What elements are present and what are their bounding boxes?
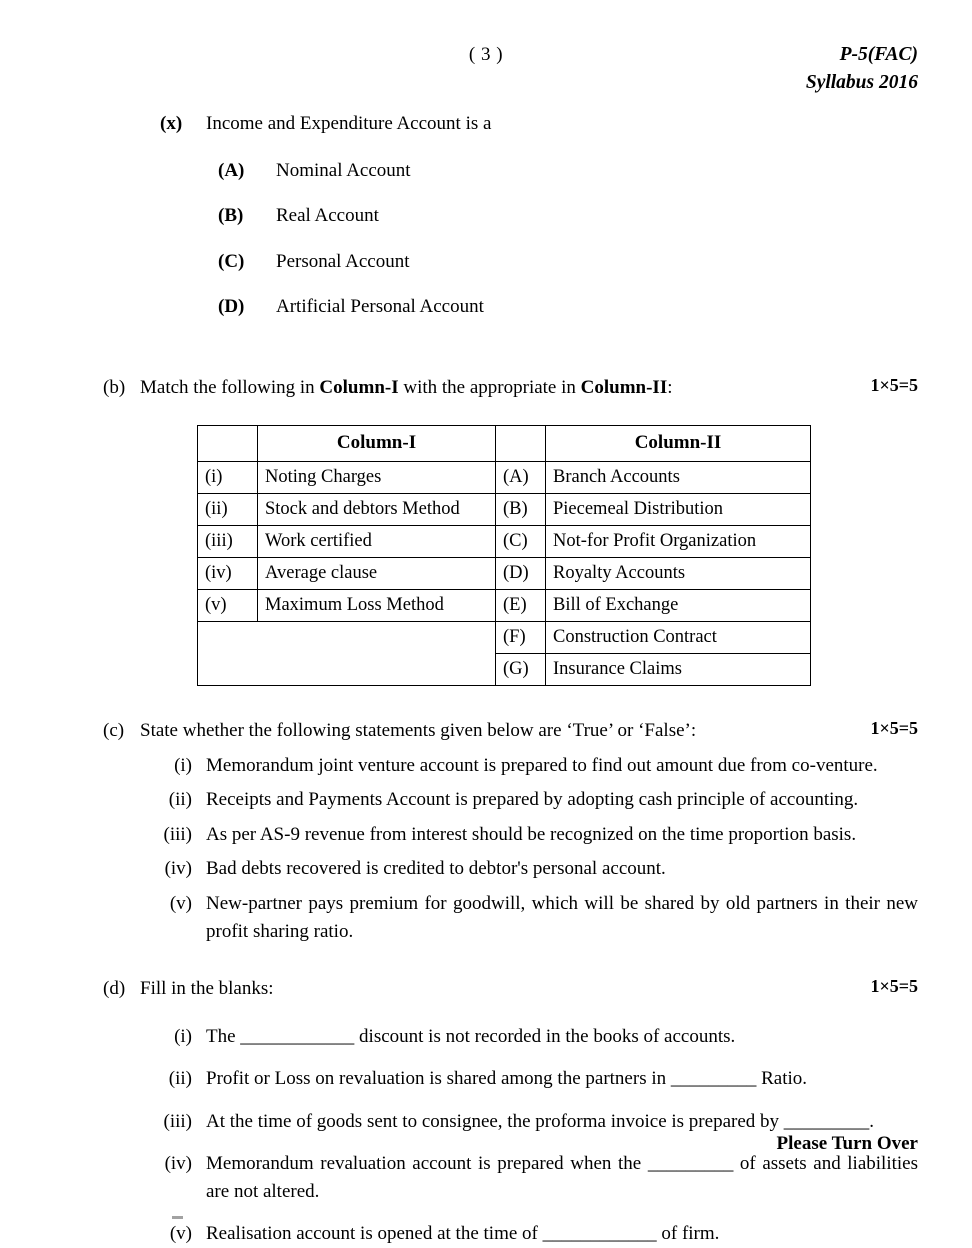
part-c-item-v-marker: (v) bbox=[169, 893, 192, 915]
part-b-marker: (b) bbox=[103, 376, 126, 398]
part-c-item-iv-text: Bad debts recovered is credited to debtor's personal account. bbox=[206, 858, 666, 880]
question-x-text: Income and Expenditure Account is a bbox=[206, 113, 492, 134]
left-num-2: (ii) bbox=[198, 494, 258, 526]
table-row bbox=[198, 622, 811, 654]
left-num-1: (i) bbox=[198, 462, 258, 494]
left-text-2: Stock and debtors Method bbox=[258, 494, 496, 526]
part-b-prompt-pre: Match the following in bbox=[140, 376, 320, 398]
part-c-item-iv-marker: (iv) bbox=[164, 858, 192, 880]
part-b-marks: 1×5=5 bbox=[870, 374, 918, 395]
part-d-item-iii-marker: (iii) bbox=[163, 1110, 192, 1132]
table-row bbox=[198, 494, 811, 526]
left-text-4: Average clause bbox=[258, 558, 496, 590]
part-d-item-v-marker: (v) bbox=[169, 1223, 192, 1245]
left-text-5: Maximum Loss Method bbox=[258, 590, 496, 622]
part-c-item-iv bbox=[148, 855, 918, 883]
part-d-marks: 1×5=5 bbox=[870, 976, 918, 997]
option-d-marker: (D) bbox=[218, 296, 245, 318]
part-d-item-iii-text: At the time of goods sent to consignee, the proforma invoice is prepared by _________. bbox=[206, 1110, 875, 1132]
left-num-3: (iii) bbox=[198, 526, 258, 558]
left-num-5: (v) bbox=[198, 590, 258, 622]
right-letter-3: (C) bbox=[496, 526, 546, 558]
part-d-marker: (d) bbox=[103, 978, 126, 1000]
part-d-item-i-text: The ____________ discount is not recorded in the books of accounts. bbox=[206, 1025, 736, 1047]
right-letter-4: (D) bbox=[496, 558, 546, 590]
right-text-6: Construction Contract bbox=[546, 622, 811, 654]
option-b-marker: (B) bbox=[218, 205, 244, 227]
option-d-label: Artificial Personal Account bbox=[276, 296, 484, 318]
scan-artifact bbox=[172, 1216, 183, 1219]
right-letter-6: (F) bbox=[496, 622, 546, 654]
right-text-4: Royalty Accounts bbox=[546, 558, 811, 590]
right-text-1: Branch Accounts bbox=[546, 462, 811, 494]
part-b-prompt-post: : bbox=[667, 376, 673, 398]
right-text-5: Bill of Exchange bbox=[546, 590, 811, 622]
part-c-item-v bbox=[148, 890, 918, 945]
part-d-prompt: Fill in the blanks: bbox=[140, 978, 274, 1000]
part-b-prompt-mid: with the appropriate in bbox=[398, 376, 581, 398]
page-header bbox=[0, 44, 972, 104]
question-x-marker: (x) bbox=[160, 113, 183, 134]
part-c-item-iii bbox=[148, 821, 918, 849]
right-letter-2: (B) bbox=[496, 494, 546, 526]
match-table bbox=[197, 425, 811, 686]
option-a bbox=[218, 157, 918, 185]
part-c-item-i bbox=[148, 752, 918, 780]
header-blank-left bbox=[198, 426, 258, 462]
part-b-column-one-ref: Column-I bbox=[319, 376, 399, 398]
part-b-column-two-ref: Column-II bbox=[580, 376, 668, 398]
part-d-item-ii bbox=[148, 1065, 918, 1093]
header-blank-right bbox=[496, 426, 546, 462]
right-text-3: Not-for Profit Organization bbox=[546, 526, 811, 558]
option-d bbox=[218, 293, 918, 321]
page-content bbox=[103, 110, 918, 1248]
part-d-item-i bbox=[148, 1023, 918, 1051]
header-column-two: Column-II bbox=[546, 426, 811, 462]
part-d-item-ii-text: Profit or Loss on revaluation is shared among the partners in _________ Ratio. bbox=[206, 1068, 808, 1090]
right-letter-1: (A) bbox=[496, 462, 546, 494]
part-d-item-iv bbox=[148, 1150, 918, 1205]
table-row bbox=[198, 558, 811, 590]
part-d-item-i-marker: (i) bbox=[174, 1025, 192, 1047]
option-c-label: Personal Account bbox=[276, 250, 410, 272]
option-c-marker: (C) bbox=[218, 250, 245, 272]
left-text-3: Work certified bbox=[258, 526, 496, 558]
part-c-item-ii bbox=[148, 786, 918, 814]
left-num-4: (iv) bbox=[198, 558, 258, 590]
question-x bbox=[160, 110, 918, 138]
option-b bbox=[218, 202, 918, 230]
option-c bbox=[218, 248, 918, 276]
left-empty-merged-cell bbox=[198, 622, 496, 686]
left-text-1: Noting Charges bbox=[258, 462, 496, 494]
part-c-heading bbox=[103, 717, 918, 745]
part-c-item-iii-marker: (iii) bbox=[163, 823, 192, 845]
part-d-heading bbox=[103, 975, 918, 1003]
part-c-prompt: State whether the following statements given below are ‘True’ or ‘False’: bbox=[140, 720, 697, 742]
part-d-item-iii bbox=[148, 1108, 918, 1136]
match-table-wrap bbox=[197, 425, 918, 686]
part-c-item-ii-marker: (ii) bbox=[168, 789, 192, 811]
part-c-item-v-text: New-partner pays premium for goodwill, which will be shared by old partners in their new profit sharing ratio. bbox=[206, 893, 918, 942]
part-d-item-v bbox=[148, 1220, 918, 1248]
right-letter-5: (E) bbox=[496, 590, 546, 622]
part-c-marker: (c) bbox=[103, 720, 125, 742]
table-row bbox=[198, 462, 811, 494]
option-b-label: Real Account bbox=[276, 205, 379, 227]
option-a-marker: (A) bbox=[218, 159, 245, 181]
right-text-7: Insurance Claims bbox=[546, 654, 811, 686]
part-d-item-ii-marker: (ii) bbox=[168, 1068, 192, 1090]
paper-code: P-5(FAC) bbox=[839, 44, 918, 65]
part-c-item-iii-text: As per AS-9 revenue from interest should be recognized on the time proportion basis. bbox=[206, 823, 857, 845]
part-c-item-ii-text: Receipts and Payments Account is prepared by adopting cash principle of accounting. bbox=[206, 789, 859, 811]
right-letter-7: (G) bbox=[496, 654, 546, 686]
option-a-label: Nominal Account bbox=[276, 159, 411, 181]
part-c-item-i-text: Memorandum joint venture account is prepared to find out amount due from co-venture. bbox=[206, 754, 878, 776]
paper-code-block bbox=[806, 41, 918, 96]
part-d-item-iv-text: Memorandum revaluation account is prepared when the _________ of assets and liabilities are not altered. bbox=[206, 1153, 918, 1202]
table-row bbox=[198, 526, 811, 558]
page-number: ( 3 ) bbox=[468, 44, 504, 65]
right-text-2: Piecemeal Distribution bbox=[546, 494, 811, 526]
part-c-marks: 1×5=5 bbox=[870, 718, 918, 739]
table-header-row bbox=[198, 426, 811, 462]
part-c-item-i-marker: (i) bbox=[174, 754, 192, 776]
part-d-item-iv-marker: (iv) bbox=[164, 1153, 192, 1175]
part-d-item-v-text: Realisation account is opened at the time of ____________ of firm. bbox=[206, 1223, 720, 1245]
header-column-one: Column-I bbox=[258, 426, 496, 462]
part-b-prompt bbox=[140, 374, 856, 402]
turn-over-note: Please Turn Over bbox=[776, 1133, 918, 1154]
part-b-heading bbox=[103, 374, 918, 402]
table-row bbox=[198, 590, 811, 622]
syllabus-year: Syllabus 2016 bbox=[805, 71, 918, 93]
